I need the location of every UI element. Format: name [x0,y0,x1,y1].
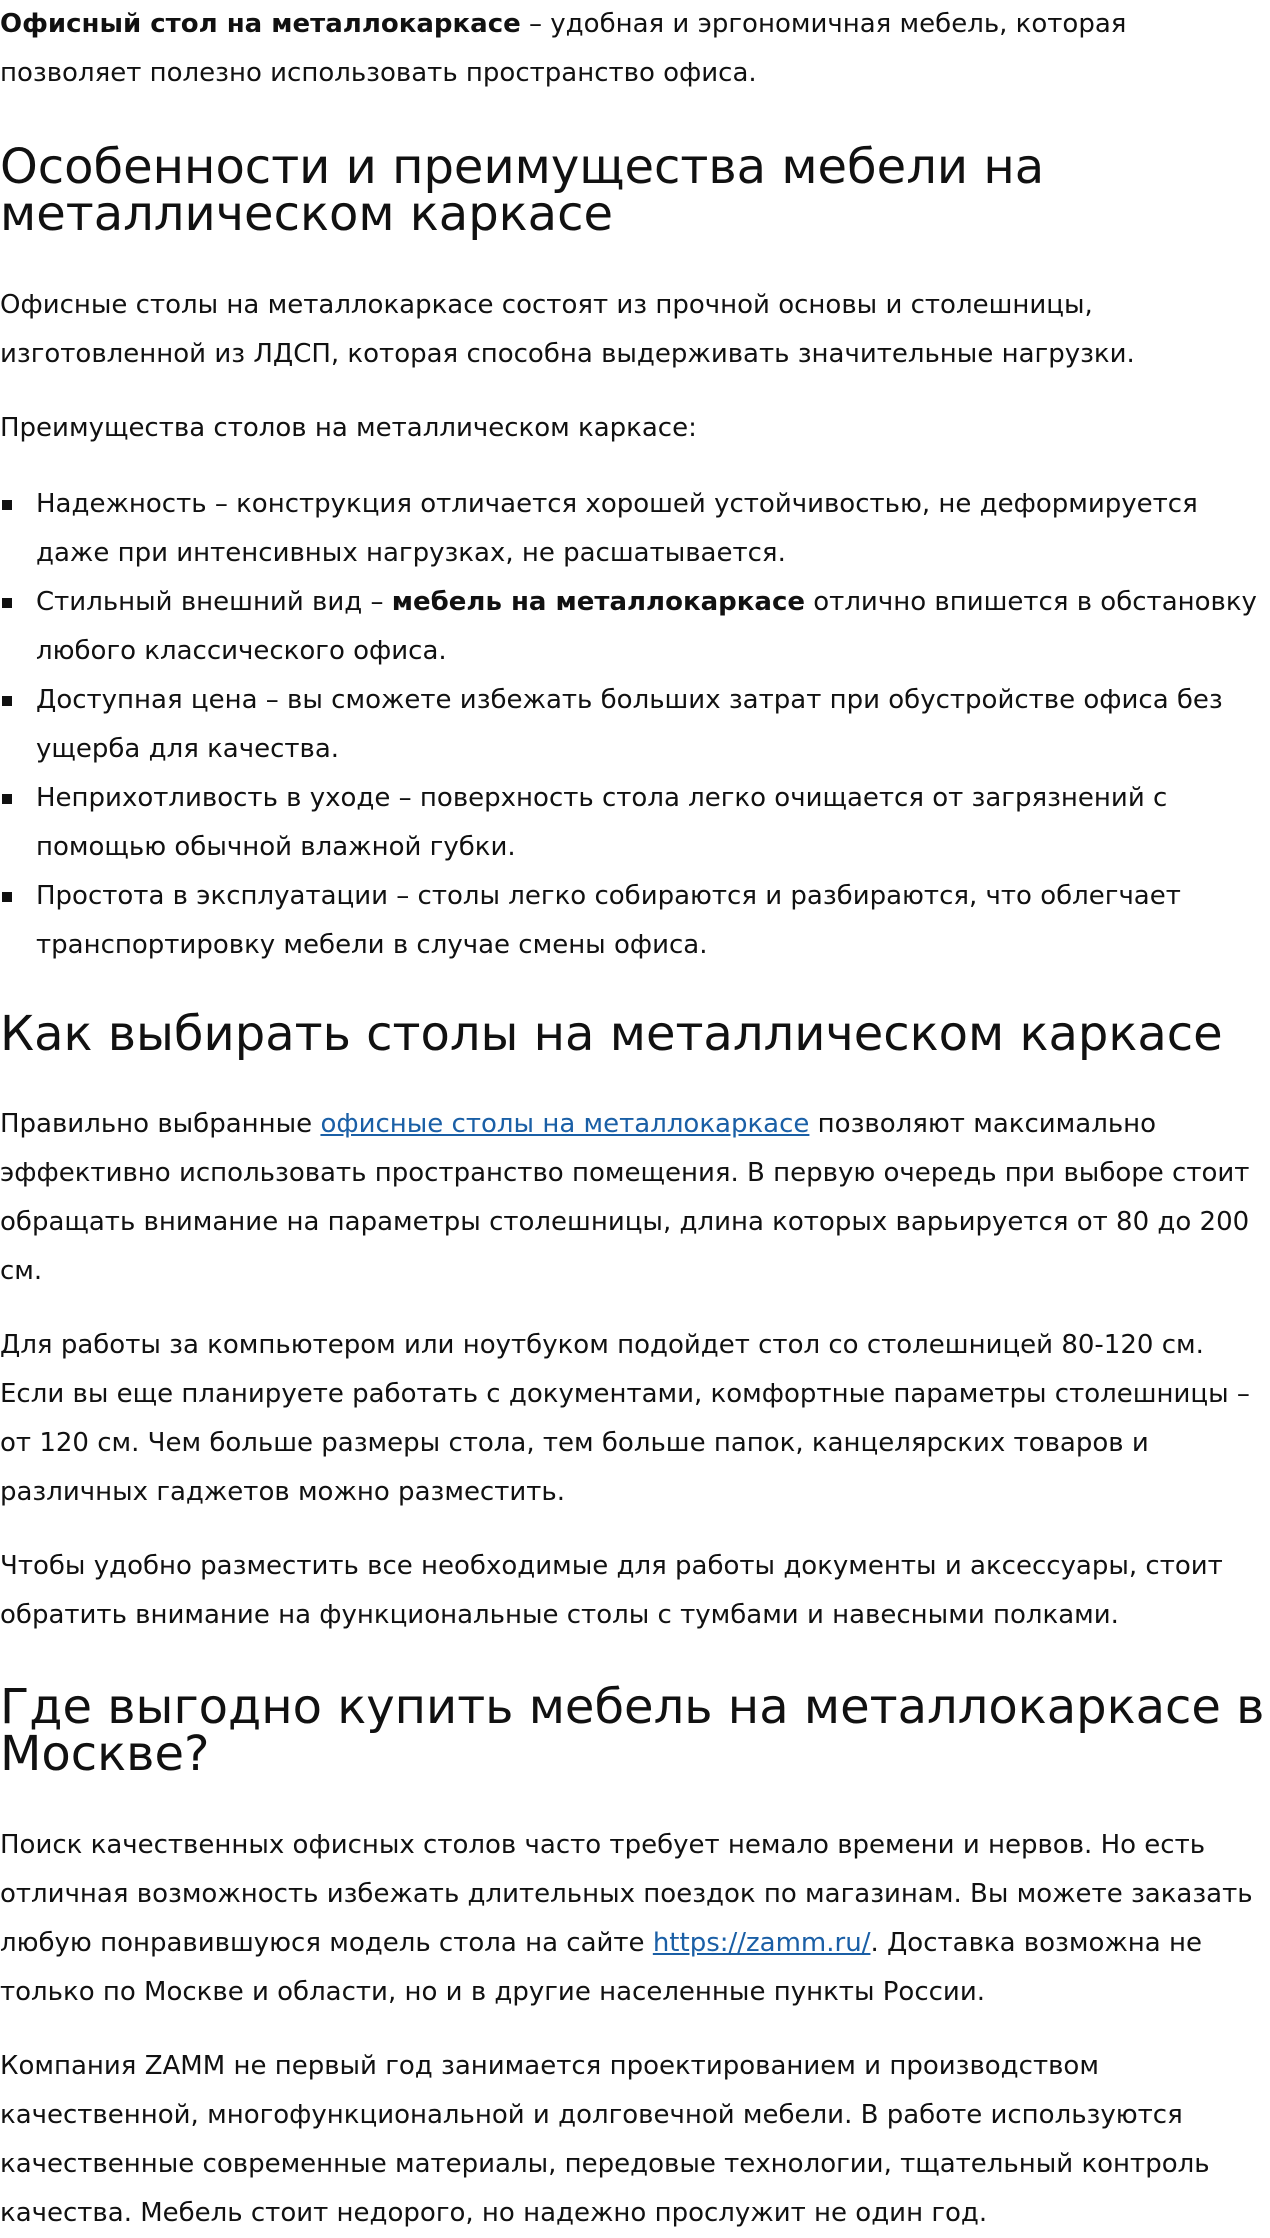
intro-bold-text: Офисный стол на металлокаркасе [0,9,521,39]
heading-features: Особенности и преимущества мебели на металлическом каркасе [0,139,1045,242]
bullet-icon [2,500,12,510]
bullet-icon [2,794,12,804]
list-item-text: Простота в эксплуатации – столы легко собираются и разбираются, что облегчает транспортировку мебели в случае смены офиса. [36,881,1181,960]
list-item [0,774,1266,872]
choose-text: позволяют максимально эффективно использовать пространство помещения. В первую очередь при выборе стоит обращать внимание на параметры столешницы, длина которых варьируется от 80 до 200 см. [0,1109,1250,1286]
list-item-text: Неприхотливость в уходе – поверхность стола легко очищается от загрязнений с помощью обычной влажной губки. [36,783,1168,862]
intro-paragraph [0,0,1266,98]
advantages-list [0,480,1266,970]
choose-paragraph-2: Для работы за компьютером или ноутбуком подойдет стол со столешницей 80-120 см. Если вы еще планируете работать с документами, комфортные параметры столешницы – от 120 см. Чем больше размеры стола, тем больше папок, канцелярских товаров и различных гаджетов можно разместить. [0,1330,1250,1507]
list-item [0,578,1266,676]
list-item-text: Стильный внешний вид – [36,587,392,617]
list-item [0,480,1266,578]
buy-text: Поиск качественных офисных столов часто требует немало времени и нервов. Но есть отличная возможность избежать длительных поездок по магазинам. Вы можете заказать любую понравившуюся модель стола на сайте [0,1830,1253,1958]
list-item-text: Доступная цена – вы сможете избежать больших затрат при обустройстве офиса без ущерба для качества. [36,685,1223,764]
choose-paragraph-3: Чтобы удобно разместить все необходимые для работы документы и аксессуары, стоит обратить внимание на функциональные столы с тумбами и навесными полками. [0,1551,1223,1630]
features-paragraph-2: Преимущества столов на металлическом каркасе: [0,413,697,443]
buy-paragraph-1 [0,1821,1266,2017]
bullet-icon [2,598,12,608]
bullet-icon [2,892,12,902]
list-item-bold-text: мебель на металлокаркасе [391,587,805,617]
office-tables-link[interactable]: офисные столы на металлокаркасе [320,1109,810,1139]
list-item-text: отлично впишется в обстановку любого классического офиса. [36,587,1257,666]
choose-text: Правильно выбранные [0,1109,321,1139]
heading-how-to-choose: Как выбирать столы на металлическом каркасе [0,1006,1223,1062]
heading-where-to-buy: Где выгодно купить мебель на металлокаркасе в Москве? [0,1679,1265,1782]
bullet-icon [2,696,12,706]
intro-text: – удобная и эргономичная мебель, которая позволяет полезно использовать пространство офиса. [0,9,1127,88]
list-item [0,676,1266,774]
features-paragraph-1: Офисные столы на металлокаркасе состоят из прочной основы и столешницы, изготовленной из ЛДСП, которая способна выдерживать значительные нагрузки. [0,290,1135,369]
list-item-text: Надежность – конструкция отличается хорошей устойчивостью, не деформируется даже при интенсивных нагрузках, не расшатывается. [36,489,1198,568]
zamm-site-link[interactable]: https://zamm.ru/ [652,1928,871,1958]
list-item [0,872,1266,970]
buy-text: . Доставка возможна не только по Москве и области, но и в другие населенные пункты России. [0,1928,1202,2007]
choose-paragraph-1 [0,1100,1266,1296]
buy-paragraph-2: Компания ZAMM не первый год занимается проектированием и производством качественной, многофункциональной и долговечной мебели. В работе используются качественные современные материалы, передовые технологии, тщательный контроль качества. Мебель стоит недорого, но надежно прослужит не один год. [0,2051,1210,2228]
